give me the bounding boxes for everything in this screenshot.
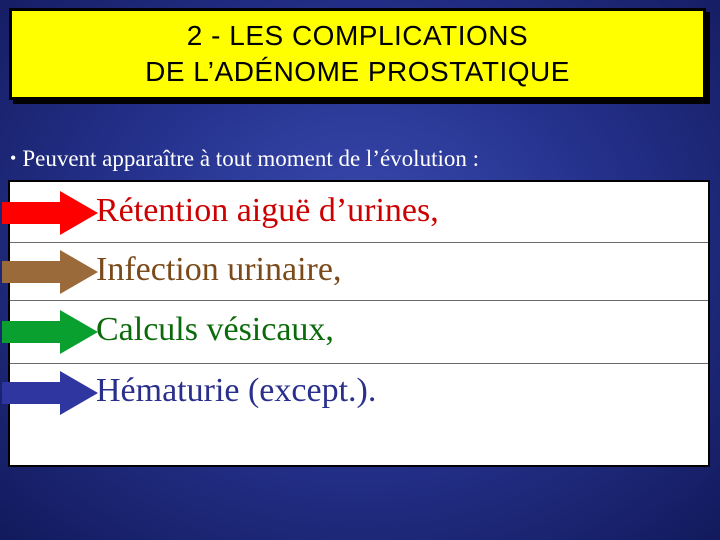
item-label: Hématurie (except.).: [96, 372, 377, 409]
intro-text: [10, 146, 715, 172]
title-box: [9, 8, 706, 100]
right-arrow-icon: [2, 250, 100, 294]
right-arrow-icon: [2, 191, 100, 235]
list-item: [10, 182, 708, 243]
bullet-icon: •: [10, 148, 17, 168]
title-line-2: DE L’ADÉNOME PROSTATIQUE: [145, 56, 570, 87]
item-label: Calculs vésicaux,: [96, 311, 334, 348]
item-label: Infection urinaire,: [96, 251, 342, 288]
title-line-1: 2 - LES COMPLICATIONS: [186, 20, 529, 51]
right-arrow-icon: [2, 310, 100, 354]
intro-label: Peuvent apparaître à tout moment de l’évolution :: [22, 146, 479, 171]
list-item: [10, 301, 708, 364]
list-item: [10, 364, 708, 467]
list-item: [10, 243, 708, 301]
right-arrow-icon: [2, 371, 100, 415]
item-label: Rétention aiguë d’urines,: [96, 192, 439, 229]
complications-list: [8, 180, 710, 467]
